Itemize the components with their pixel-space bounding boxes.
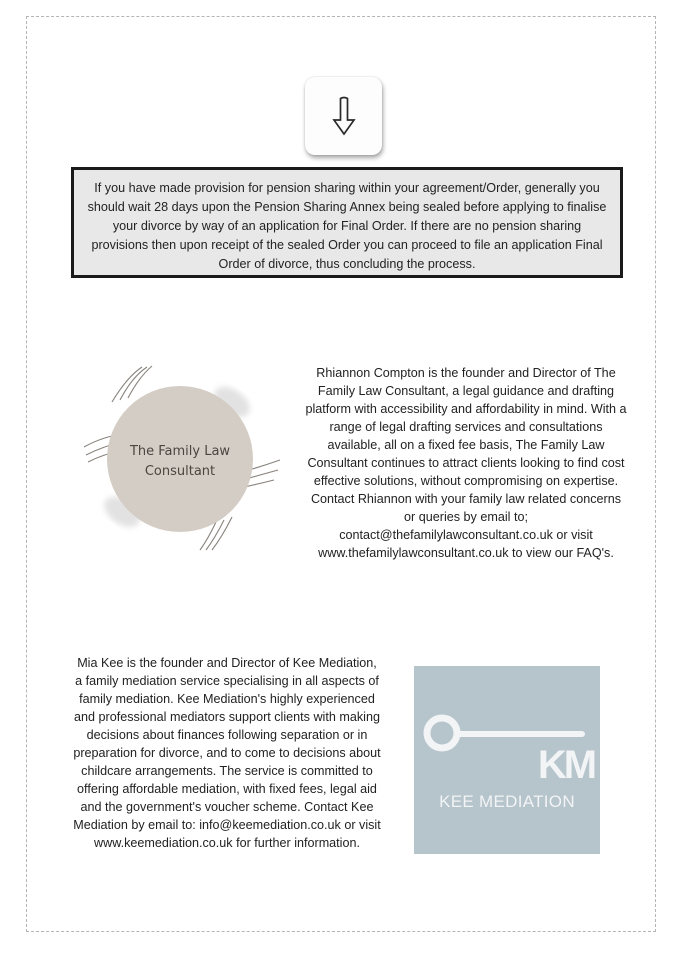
kee-mediation-logo — [414, 666, 600, 854]
family-law-consultant-bio: Rhiannon Compton is the founder and Director of The Family Law Consultant, a legal guidance and drafting platform with accessibility and affordability in mind. With a range of legal drafting services and consultations available, all on a fixed fee basis, The Family Law Consultant continues to attract clients looking to find cost effective solutions, without compromising on expertise. Contact Rhiannon with your family law related concerns or queries by email to; contact@thefamilylawconsultant.co.uk or visit www.thefamilylawconsultant.co.uk to view our FAQ's. — [305, 366, 627, 560]
key-icon — [414, 666, 600, 854]
km-monogram: KM — [537, 743, 595, 787]
down-arrow-icon — [331, 96, 357, 136]
kee-mediation-bio: Mia Kee is the founder and Director of Kee Mediation, a family mediation service specialising in all aspects of family mediation. Kee Mediation's highly experienced and professional mediators support clients with making decisions about finances following separation or in preparation for divorce, and to come to decisions about childcare arrangements. The service is committed to offering affordable mediation, with fixed fees, legal aid and the government's voucher scheme. Contact Kee Mediation by email to: info@keemediation.co.uk or visit www.keemediation.co.uk for further information. — [73, 656, 381, 850]
notice-text: If you have made provision for pension sharing within your agreement/Order, generally you should wait 28 days upon the Pension Sharing Annex being sealed before applying to finalise your divorce by way of an application for Final Order. If there are no pension sharing provisions then upon receipt of the sealed Order you can proceed to file an application Final Order of divorce, thus concluding the process. — [87, 181, 607, 272]
pension-sharing-notice — [71, 167, 623, 278]
kee-mediation-logo-name: KEE MEDIATION — [439, 792, 575, 811]
family-law-consultant-logo — [82, 362, 282, 552]
arrow-card — [305, 77, 382, 155]
flc-circle — [107, 386, 253, 532]
flc-logo-graphic — [82, 362, 282, 552]
flc-logo-line1: The Family Law — [129, 444, 231, 459]
flc-logo-line2: Consultant — [144, 464, 216, 479]
